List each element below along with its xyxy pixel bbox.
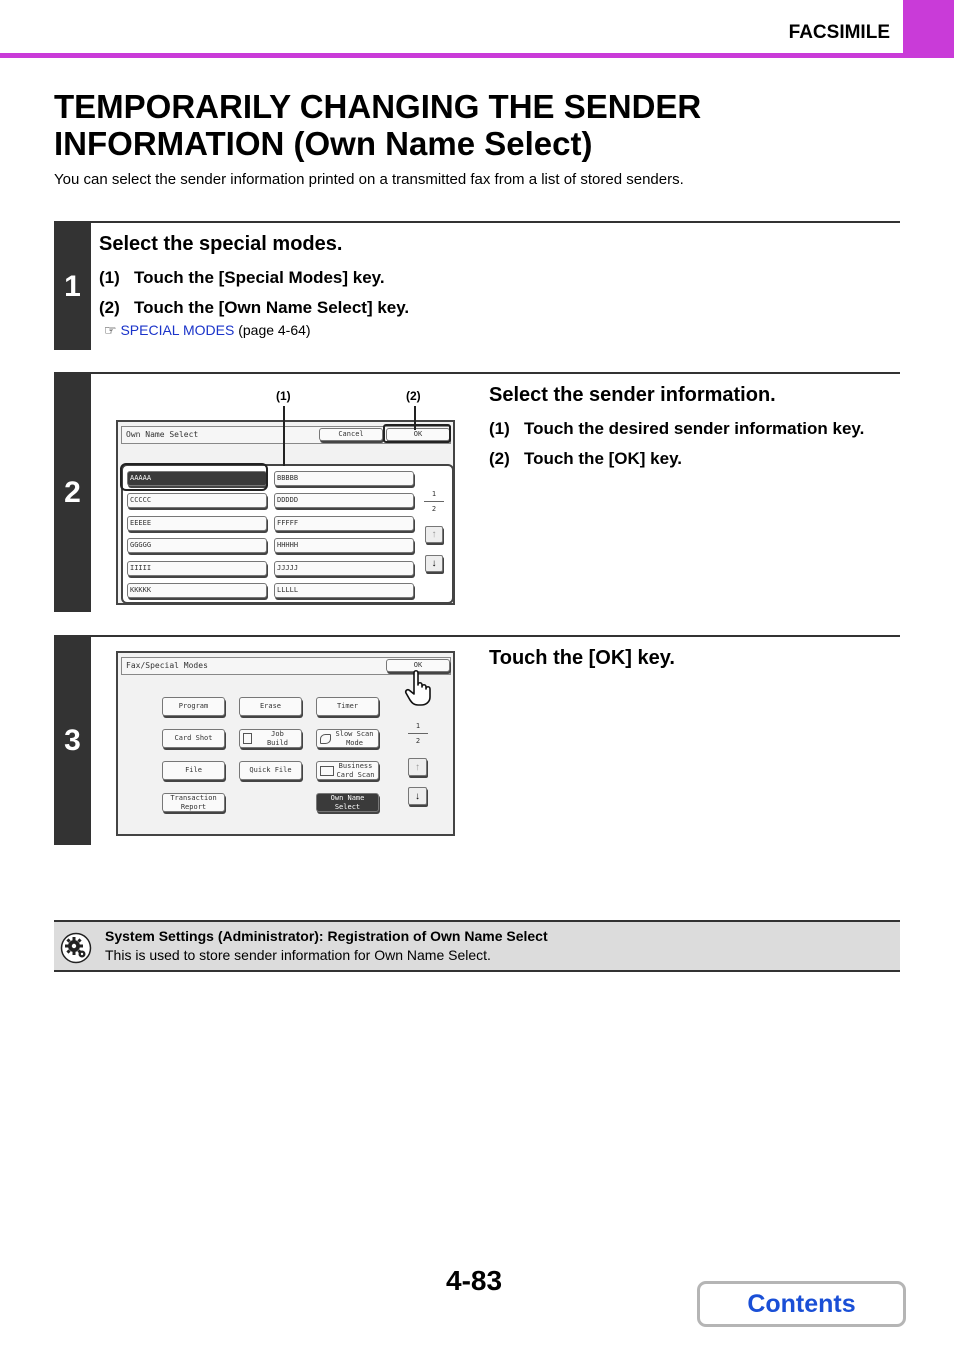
gear-settings-icon	[60, 932, 92, 964]
touch-hand-icon	[404, 669, 438, 707]
business-card-scan-label: Business Card Scan	[336, 761, 375, 779]
step-3-number: 3	[54, 637, 91, 845]
note-title: System Settings (Administrator): Registration of Own Name Select	[105, 928, 548, 944]
page-current: 1	[431, 490, 437, 498]
callout-1-label: (1)	[276, 389, 291, 403]
page-divider	[408, 733, 428, 734]
callout-1-highlight	[120, 463, 268, 491]
section-label: FACSIMILE	[788, 22, 890, 43]
step-1-rule	[54, 221, 900, 223]
sender-key[interactable]: JJJJJ	[274, 561, 414, 576]
own-name-select-key[interactable]	[316, 793, 379, 812]
sender-key[interactable]: HHHHH	[274, 538, 414, 553]
callout-2-highlight	[383, 424, 451, 443]
cancel-button[interactable]: Cancel	[319, 428, 383, 441]
sender-key[interactable]: LLLLL	[274, 583, 414, 598]
sender-key[interactable]: KKKKK	[127, 583, 267, 598]
page-number: 4-83	[446, 1265, 503, 1296]
ok-button[interactable]: OK	[386, 659, 450, 672]
scroll-up-arrow-icon[interactable]: ↑	[408, 758, 427, 776]
job-build-label: Job Build	[266, 729, 289, 747]
own-name-select-label: Own Name Select	[330, 793, 365, 811]
sender-key[interactable]: IIIII	[127, 561, 267, 576]
file-key[interactable]: File	[162, 761, 225, 780]
header-rule	[0, 53, 954, 58]
page-total: 2	[415, 737, 421, 745]
slow-scan-icon	[320, 734, 331, 744]
quick-file-key[interactable]: Quick File	[239, 761, 302, 780]
note-text: This is used to store sender information for Own Name Select.	[105, 947, 491, 963]
screen-title: Own Name Select	[126, 430, 199, 439]
sender-key[interactable]: FFFFF	[274, 516, 414, 531]
step-3-title: Touch the [OK] key.	[489, 647, 675, 669]
slow-scan-mode-key[interactable]	[316, 729, 379, 748]
step-2-number: 2	[54, 374, 91, 612]
callout-2-label: (2)	[406, 389, 421, 403]
scroll-up-arrow-icon[interactable]: ↑	[425, 526, 443, 543]
step-1-number: 1	[54, 223, 91, 350]
job-build-key[interactable]	[239, 729, 302, 748]
page-title: TEMPORARILY CHANGING THE SENDER INFORMATION (Own Name Select)	[54, 88, 702, 162]
erase-key[interactable]: Erase	[239, 697, 302, 716]
transaction-report-label: Transaction Report	[170, 793, 217, 811]
page-total: 2	[431, 505, 437, 513]
page-current: 1	[415, 722, 421, 730]
fax-special-modes-screen	[116, 651, 455, 836]
intro-text: You can select the sender information printed on a transmitted fax from a list of stored senders.	[54, 171, 684, 188]
step-1-title: Select the special modes.	[99, 233, 343, 255]
card-shot-key[interactable]: Card Shot	[162, 729, 225, 748]
transaction-report-key[interactable]	[162, 793, 225, 812]
page-divider	[424, 501, 444, 502]
ok-button[interactable]: OK	[386, 428, 450, 441]
slow-scan-mode-label: Slow Scan Mode	[335, 729, 374, 747]
contents-button[interactable]: Contents	[697, 1281, 906, 1327]
screen-title: Fax/Special Modes	[126, 661, 208, 670]
step-2-item-1: (1) Touch the desired sender information key.	[489, 419, 865, 438]
scroll-down-arrow-icon[interactable]: ↓	[408, 787, 427, 805]
sender-key[interactable]: DDDDD	[274, 493, 414, 508]
sender-key[interactable]: CCCCC	[127, 493, 267, 508]
step-2-item-2: (2) Touch the [OK] key.	[489, 449, 682, 468]
reference-page: (page 4-64)	[238, 322, 311, 338]
sender-key[interactable]: GGGGG	[127, 538, 267, 553]
timer-key[interactable]: Timer	[316, 697, 379, 716]
step-2-title: Select the sender information.	[489, 384, 776, 406]
sender-key[interactable]: EEEEE	[127, 516, 267, 531]
step-1-item-1: (1) Touch the [Special Modes] key.	[99, 268, 385, 287]
special-modes-link[interactable]: SPECIAL MODES	[120, 322, 235, 338]
step-3-rule	[54, 635, 900, 637]
business-card-scan-key[interactable]	[316, 761, 379, 780]
program-key[interactable]: Program	[162, 697, 225, 716]
sender-key[interactable]: AAAAA	[127, 471, 267, 486]
pointing-hand-icon: ☞	[104, 322, 117, 338]
step-1-reference	[104, 322, 311, 339]
sender-key[interactable]: BBBBB	[274, 471, 414, 486]
business-card-icon	[320, 766, 334, 776]
header-tab	[903, 0, 954, 58]
step-2-rule	[54, 372, 900, 374]
job-build-icon	[243, 733, 252, 744]
step-1-item-2: (2) Touch the [Own Name Select] key.	[99, 298, 410, 317]
scroll-down-arrow-icon[interactable]: ↓	[425, 555, 443, 572]
